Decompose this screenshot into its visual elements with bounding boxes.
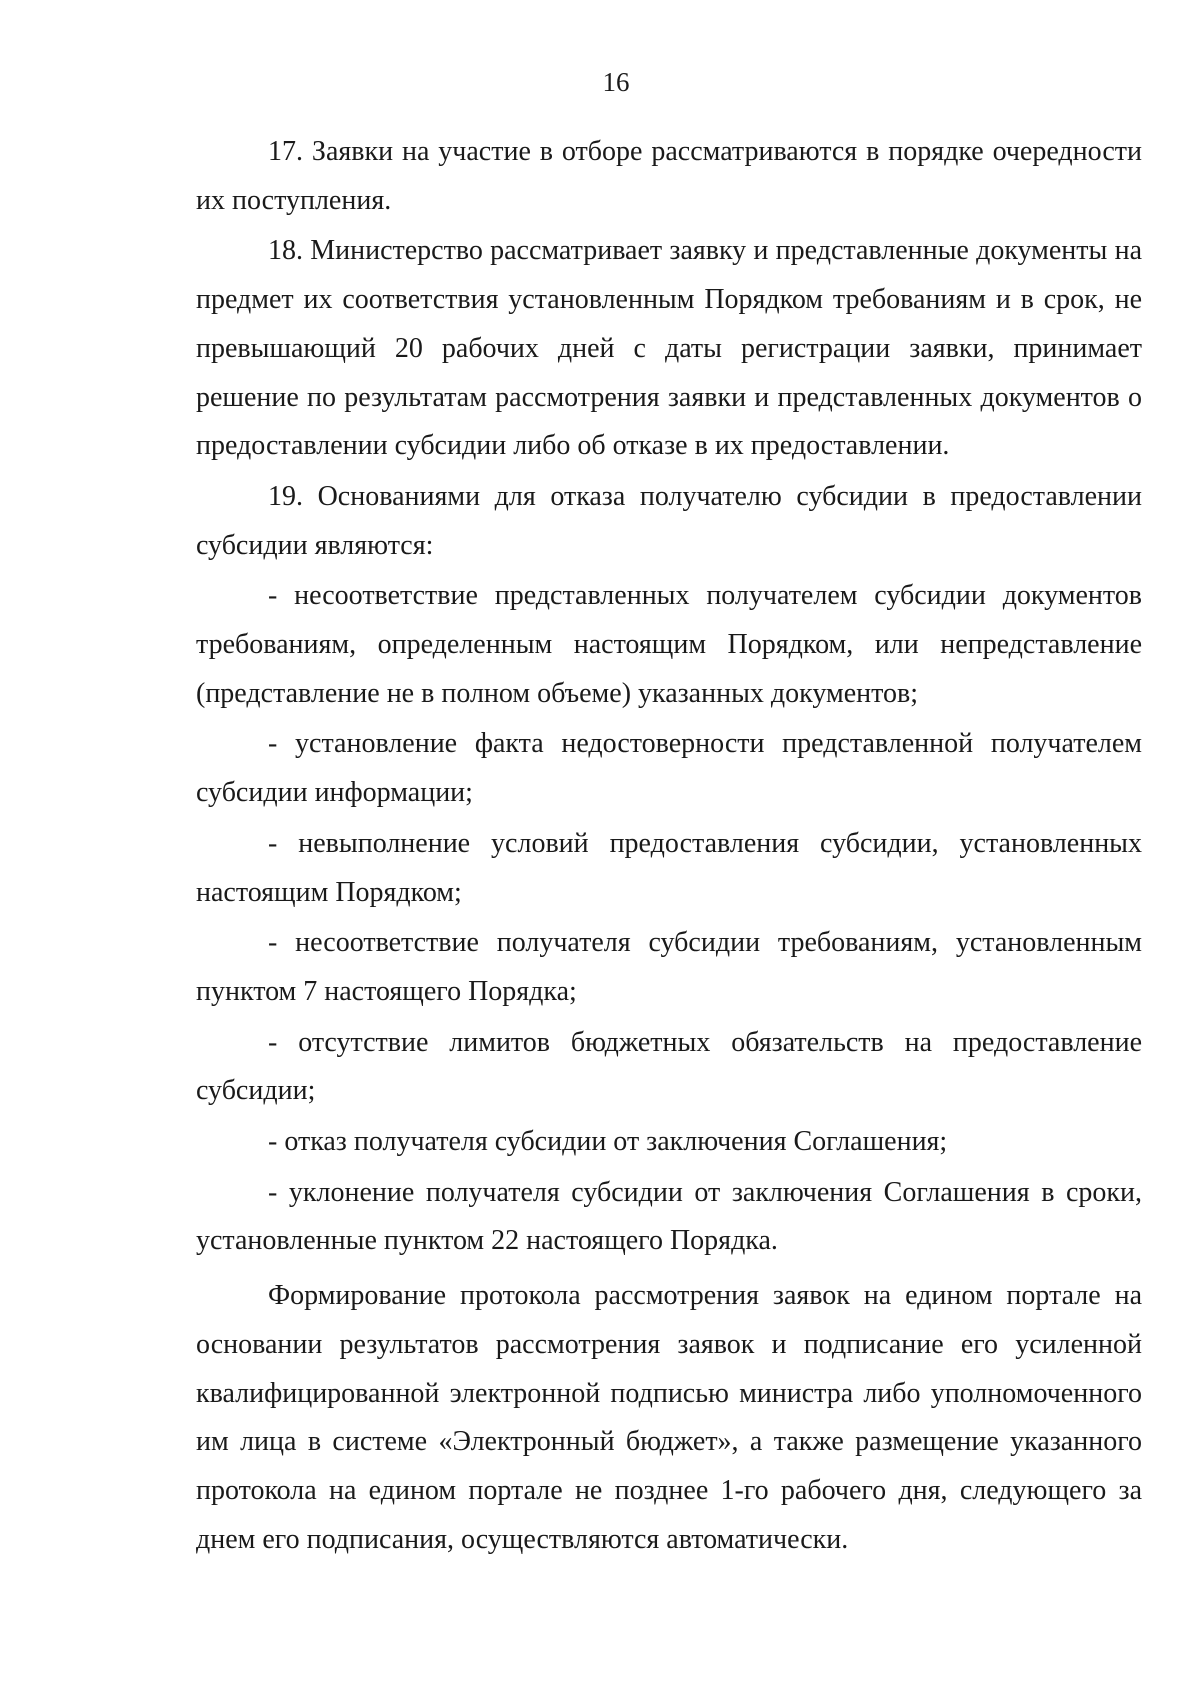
- protocol-paragraph: Формирование протокола рассмотрения заявок на едином портале на основании результатов рассмотрения заявок и подписание его усиленной квалифицированной электронной подписью министра либо уполномоченного им лица в системе «Электронный бюджет», а также размещение указанного протокола на едином портале не позднее 1-го рабочего дня, следующего за днем его подписания, осуществляются автоматически.: [196, 1280, 1142, 1555]
- refusal-ground-agreement-refusal: - отказ получателя субсидии от заключения Соглашения;: [268, 1126, 948, 1158]
- page-number: 16: [602, 67, 630, 97]
- refusal-ground-false-info: - установление факта недостоверности представленной получателем субсидии информации;: [196, 728, 1142, 809]
- document-body: [196, 128, 1142, 1566]
- refusal-ground-requirements: - несоответствие получателя субсидии требованиям, установленным пунктом 7 настоящего Порядка;: [196, 927, 1142, 1007]
- refusal-ground-conditions: - невыполнение условий предоставления субсидии, установленных настоящим Порядком;: [196, 827, 1142, 908]
- refusal-ground-documents: - несоответствие представленных получателем субсидии документов требованиям, определенным настоящим Порядком, или непредставление (представление не в полном объеме) указанных документов;: [196, 580, 1142, 709]
- refusal-ground-limits: - отсутствие лимитов бюджетных обязательств на предоставление субсидии;: [196, 1026, 1142, 1107]
- refusal-ground-agreement-evasion: - уклонение получателя субсидии от заключения Соглашения в сроки, установленные пунктом 22 настоящего Порядка.: [196, 1176, 1142, 1257]
- paragraph-19: 19. Основаниями для отказа получателю субсидии в предоставлении субсидии являются:: [196, 480, 1142, 561]
- paragraph-18: 18. Министерство рассматривает заявку и представленные документы на предмет их соответствия установленным Порядком требованиям и в срок, не превышающий 20 рабочих дней с даты регистрации заявки, принимает решение по результатам рассмотрения заявки и представленных документов о предоставлении субсидии либо об отказе в их предоставлении.: [196, 235, 1142, 462]
- paragraph-17: 17. Заявки на участие в отборе рассматриваются в порядке очередности их поступления.: [196, 136, 1142, 216]
